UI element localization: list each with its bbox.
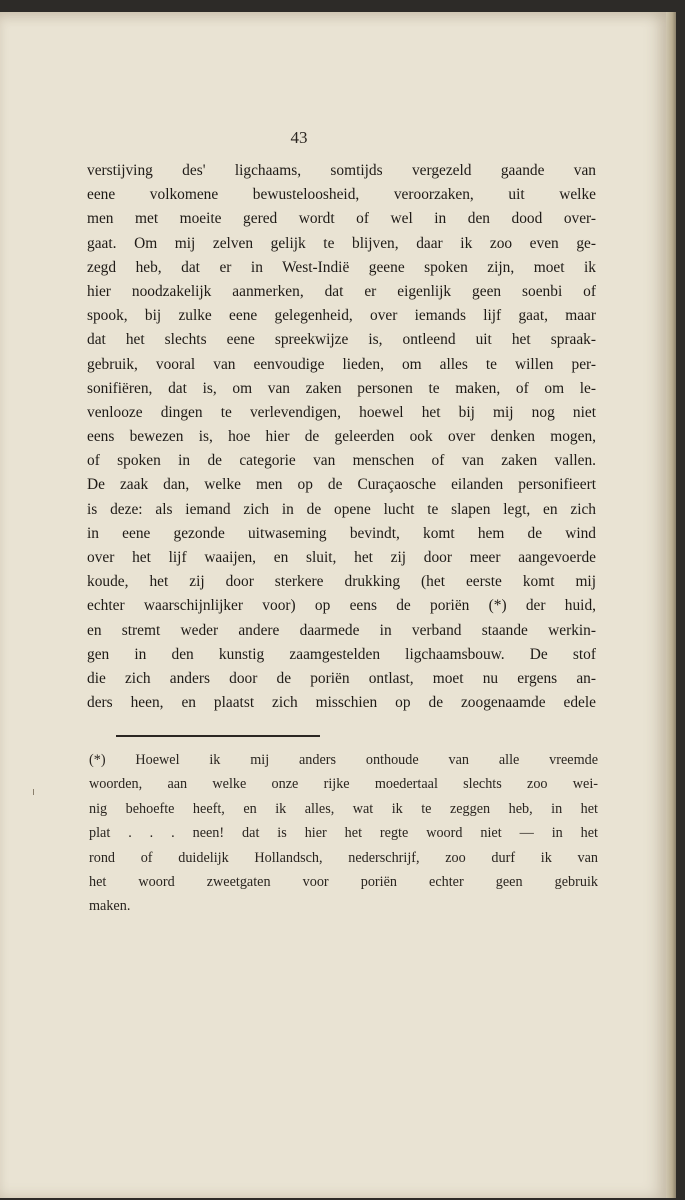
body-line: dat het slechts eene spreekwijze is, ontleend uit het spraak-	[87, 331, 596, 349]
body-line: eene volkomene bewusteloosheid, veroorzaken, uit welke	[87, 186, 596, 204]
body-line: of spoken in de categorie van menschen of van zaken vallen.	[87, 452, 596, 470]
body-line: gen in den kunstig zaamgestelden ligchaamsbouw. De stof	[87, 645, 596, 663]
body-line: koude, het zij door sterkere drukking (het eerste komt mij	[87, 573, 596, 591]
footnote-line: nig behoefte heeft, en ik alles, wat ik te zeggen heb, in het	[89, 800, 598, 817]
body-line: sonifiëren, dat is, om van zaken personen te maken, of om le-	[87, 379, 596, 397]
body-line: is deze: als iemand zich in de opene lucht te slapen legt, en zich	[87, 500, 596, 518]
book-page	[0, 12, 666, 1198]
footnote-line: het woord zweetgaten voor poriën echter geen gebruik	[89, 873, 598, 890]
body-line: spook, bij zulke eene gelegenheid, over iemands lijf gaat, maar	[87, 307, 596, 325]
body-line: en stremt weder andere daarmede in verband staande werkin-	[87, 621, 596, 639]
footnote-line: woorden, aan welke onze rijke moedertaal slechts zoo wei-	[89, 776, 598, 793]
body-text	[87, 159, 596, 715]
body-line: gebruik, vooral van eenvoudige lieden, om alles te willen per-	[87, 355, 596, 373]
body-line: over het lijf waaijen, en sluit, het zij door meer aangevoerde	[87, 549, 596, 566]
body-line: men met moeite gered wordt of wel in den dood over-	[87, 210, 596, 228]
body-line: ders heen, en plaatst zich misschien op de zoogenaamde edele	[87, 694, 596, 712]
footnote-line: (*) Hoewel ik mij anders onthoude van alle vreemde	[89, 752, 598, 768]
paper-speck	[33, 789, 34, 795]
body-line: gaat. Om mij zelven gelijk te blijven, daar ik zoo even ge-	[87, 234, 596, 252]
body-line: venlooze dingen te verlevendigen, hoewel het bij mij nog niet	[87, 403, 596, 421]
footnote-line: rond of duidelijk Hollandsch, nederschrijf, zoo durf ik van	[89, 849, 598, 866]
page-number: 43	[290, 128, 308, 147]
body-line: in eene gezonde uitwaseming bevindt, komt hem de wind	[87, 524, 596, 542]
body-line: De zaak dan, welke men op de Curaçaosche eilanden personifieert	[87, 476, 596, 494]
body-line: hier noodzakelijk aanmerken, dat er eigenlijk geen soenbi of	[87, 282, 596, 300]
body-line: zegd heb, dat er in West-Indië geene spoken zijn, moet ik	[87, 258, 596, 276]
body-line: echter waarschijnlijker voor) op eens de poriën (*) der huid,	[87, 597, 596, 615]
body-line: verstijving des' ligchaams, somtijds vergezeld gaande van	[87, 162, 596, 179]
body-line: die zich anders door de poriën ontlast, moet nu ergens an-	[87, 669, 596, 687]
page-edge	[666, 12, 676, 1198]
footnote-line: plat . . . neen! dat is hier het regte woord niet — in het	[89, 825, 598, 842]
body-line: eens bewezen is, hoe hier de geleerden ook over denken mogen,	[87, 428, 596, 446]
footnote-divider	[116, 735, 320, 737]
footnote-line: maken.	[89, 898, 131, 915]
footnote	[89, 748, 598, 919]
